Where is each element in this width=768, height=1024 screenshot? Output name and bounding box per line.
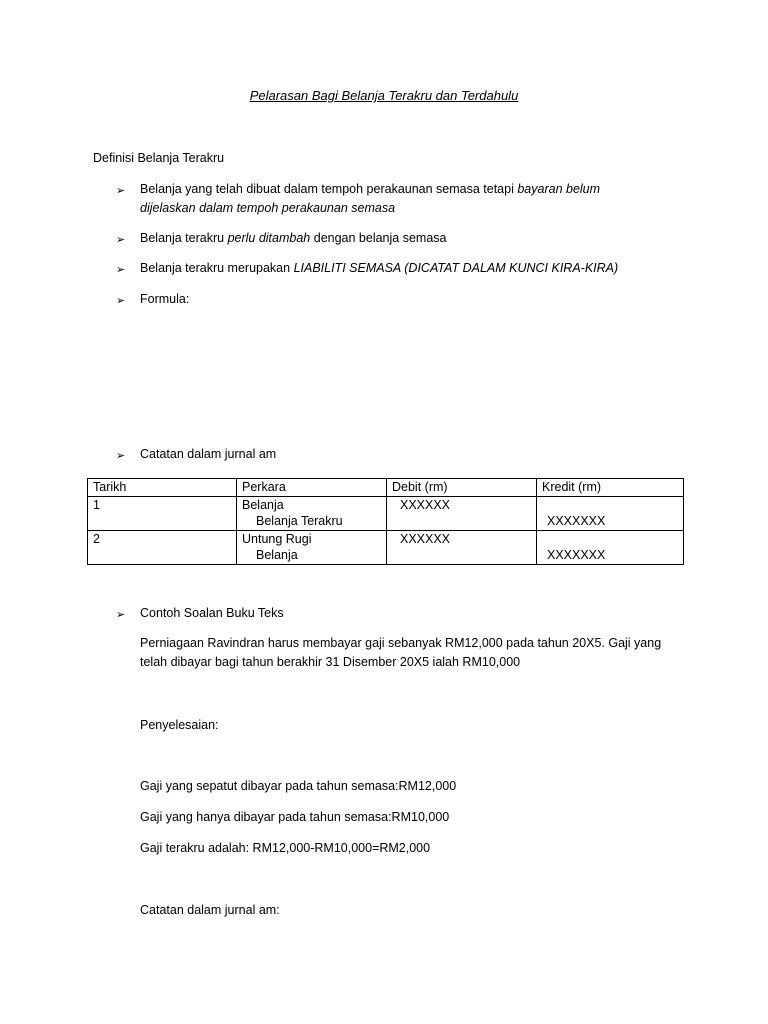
header-perkara: Perkara <box>237 479 387 497</box>
debit-amount: XXXXXX <box>400 497 451 512</box>
arrowhead-bullet-icon: ➢ <box>116 295 126 307</box>
bullet-italic-text: LIABILITI SEMASA (DICATAT DALAM KUNCI KIRA-KIRA) <box>293 261 619 275</box>
bullet-formula: Formula: <box>140 292 190 306</box>
arrowhead-bullet-icon: ➢ <box>116 264 126 276</box>
cell-date: 2 <box>88 530 237 564</box>
cell-perkara <box>237 530 387 564</box>
debit-account: Belanja <box>242 497 284 512</box>
example-line: telah dibayar bagi tahun berakhir 31 Disember 20X5 ialah RM10,000 <box>140 655 521 669</box>
bullet-liabiliti-semasa <box>140 259 618 278</box>
table-row <box>88 496 684 530</box>
solution-line: Gaji terakru adalah: RM12,000-RM10,000=RM2,000 <box>140 841 431 855</box>
example-line: Perniagaan Ravindran harus membayar gaji sebanyak RM12,000 pada tahun 20X5. Gaji yang <box>140 636 662 650</box>
bullet-text: dengan belanja semasa <box>310 231 447 245</box>
page-title: Pelarasan Bagi Belanja Terakru dan Terdahulu <box>249 88 519 103</box>
solution-label: Penyelesaian: <box>140 718 219 732</box>
cell-date: 1 <box>88 496 237 530</box>
example-question <box>140 634 661 672</box>
journal-label: Catatan dalam jurnal am: <box>140 903 280 917</box>
header-tarikh: Tarikh <box>88 479 237 497</box>
bullet-belanja-terakru-definition <box>140 180 600 218</box>
bullet-text: Belanja yang telah dibuat dalam tempoh perakaunan semasa tetapi <box>140 182 518 196</box>
credit-amount: XXXXXXX <box>547 514 606 528</box>
debit-amount: XXXXXX <box>400 531 451 546</box>
cell-perkara <box>237 496 387 530</box>
bullet-text: Belanja terakru merupakan <box>140 261 294 275</box>
arrowhead-bullet-icon: ➢ <box>116 450 126 462</box>
bullet-italic-text: dijelaskan dalam tempoh perakaunan semasa <box>140 201 396 215</box>
solution-line: Gaji yang sepatut dibayar pada tahun semasa:RM12,000 <box>140 779 457 793</box>
journal-table <box>87 478 684 565</box>
arrowhead-bullet-icon: ➢ <box>116 234 126 246</box>
credit-account: Belanja <box>256 548 298 562</box>
credit-amount: XXXXXXX <box>547 548 606 562</box>
bullet-text: Belanja terakru <box>140 231 228 245</box>
bullet-italic-text: perlu ditambah <box>227 231 311 245</box>
cell-debit <box>387 496 537 530</box>
solution-line: Gaji yang hanya dibayar pada tahun semasa:RM10,000 <box>140 810 450 824</box>
table-header-row <box>88 479 684 497</box>
table-row <box>88 530 684 564</box>
section-heading: Definisi Belanja Terakru <box>93 151 225 165</box>
header-kredit: Kredit (rm) <box>537 479 684 497</box>
cell-kredit <box>537 496 684 530</box>
bullet-contoh-soalan: Contoh Soalan Buku Teks <box>140 606 284 620</box>
arrowhead-bullet-icon: ➢ <box>116 185 126 197</box>
bullet-italic-text: bayaran belum <box>517 182 601 196</box>
cell-debit <box>387 530 537 564</box>
bullet-perlu-ditambah <box>140 229 446 248</box>
header-debit: Debit (rm) <box>387 479 537 497</box>
debit-account: Untung Rugi <box>242 531 312 546</box>
credit-account: Belanja Terakru <box>256 514 343 528</box>
arrowhead-bullet-icon: ➢ <box>116 609 126 621</box>
bullet-catatan-jurnal: Catatan dalam jurnal am <box>140 447 277 461</box>
cell-kredit <box>537 530 684 564</box>
